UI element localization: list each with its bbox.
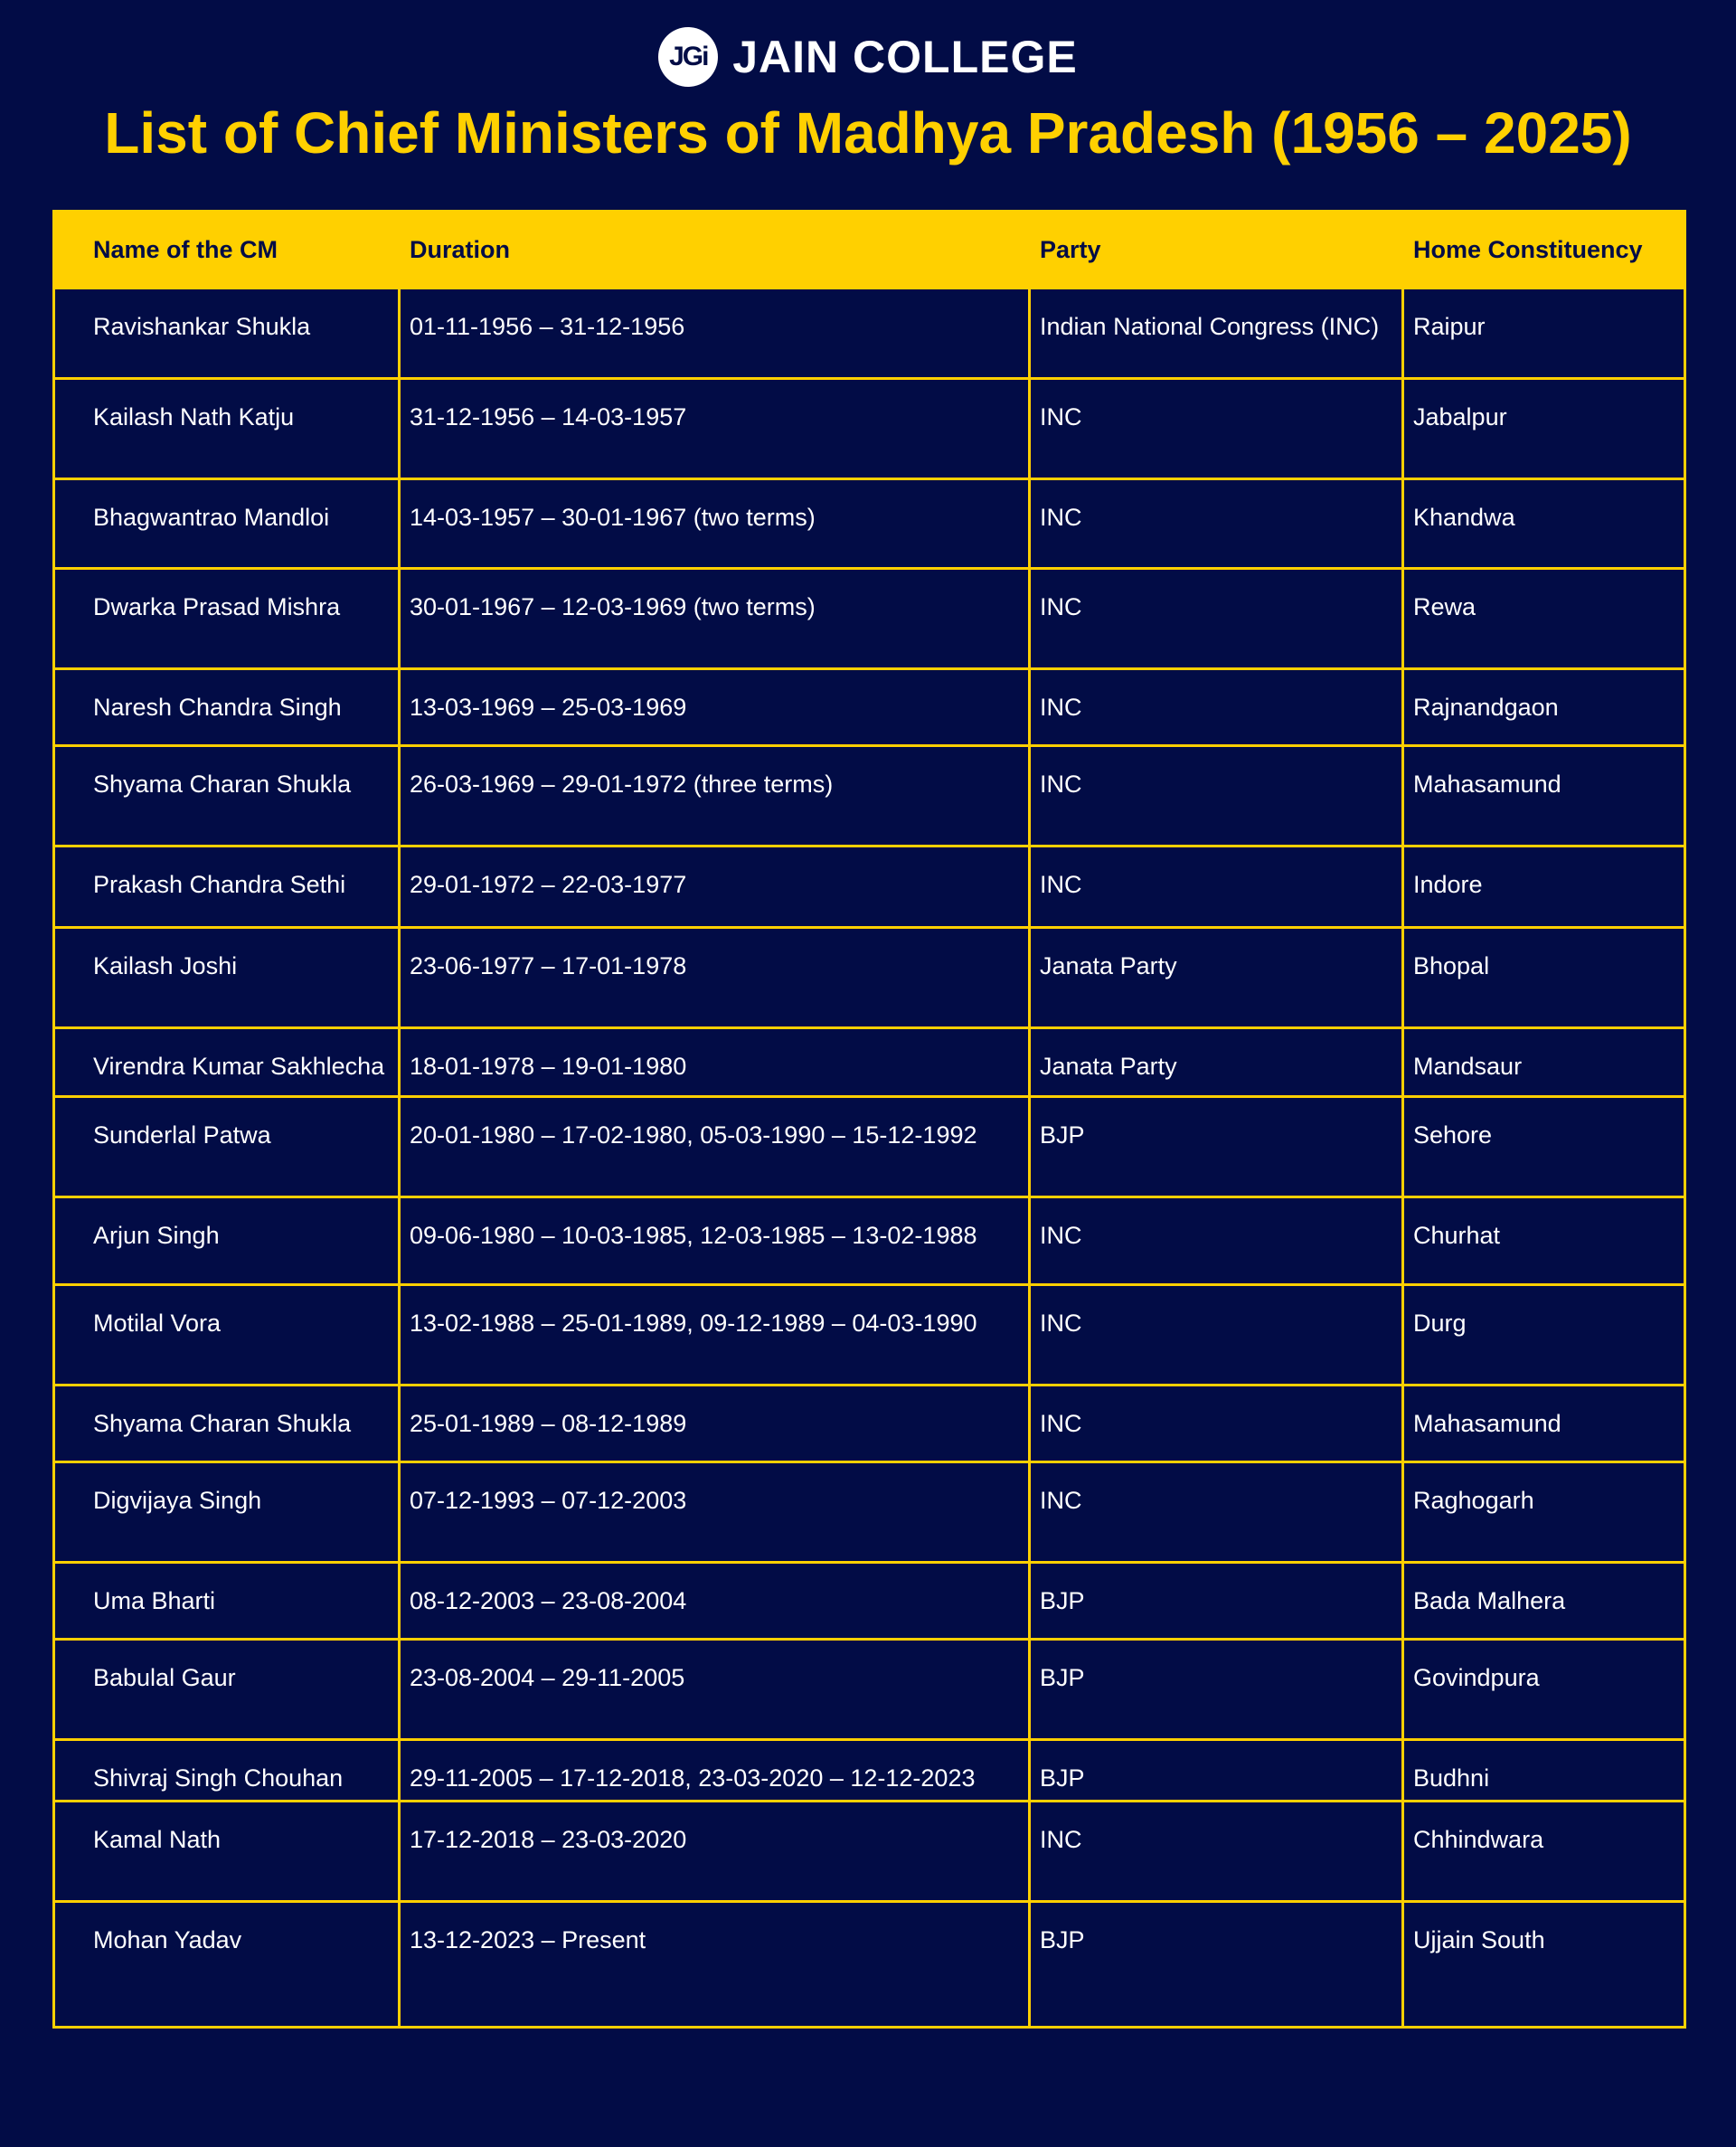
cell-duration: 25-01-1989 – 08-12-1989 (400, 1386, 1030, 1462)
cell-name: Prakash Chandra Sethi (54, 847, 400, 928)
cell-name: Ravishankar Shukla (54, 288, 400, 379)
table-row (54, 1563, 1685, 1640)
cell-party: BJP (1030, 1097, 1403, 1197)
cell-name: Shyama Charan Shukla (54, 1386, 400, 1462)
cell-name: Bhagwantrao Mandloi (54, 479, 400, 569)
cell-name: Kamal Nath (54, 1802, 400, 1902)
cell-name: Shivraj Singh Chouhan (54, 1740, 400, 1802)
cell-constituency: Ujjain South (1403, 1902, 1685, 2028)
cell-name: Digvijaya Singh (54, 1462, 400, 1563)
cell-constituency: Govindpura (1403, 1640, 1685, 1740)
table-row (54, 479, 1685, 569)
cell-duration: 14-03-1957 – 30-01-1967 (two terms) (400, 479, 1030, 569)
table-row (54, 746, 1685, 847)
table-header-row (54, 212, 1685, 288)
cell-duration: 13-12-2023 – Present (400, 1902, 1030, 2028)
cell-party: BJP (1030, 1563, 1403, 1640)
table-row (54, 847, 1685, 928)
cell-duration: 13-02-1988 – 25-01-1989, 09-12-1989 – 04-03-1990 (400, 1285, 1030, 1386)
cell-name: Motilal Vora (54, 1285, 400, 1386)
table-row (54, 288, 1685, 379)
cell-duration: 07-12-1993 – 07-12-2003 (400, 1462, 1030, 1563)
cell-name: Uma Bharti (54, 1563, 400, 1640)
header-party: Party (1030, 212, 1403, 288)
header-name: Name of the CM (54, 212, 400, 288)
cell-constituency: Mahasamund (1403, 746, 1685, 847)
brand-header (0, 27, 1736, 87)
cell-duration: 13-03-1969 – 25-03-1969 (400, 669, 1030, 746)
cell-name: Shyama Charan Shukla (54, 746, 400, 847)
cell-duration: 01-11-1956 – 31-12-1956 (400, 288, 1030, 379)
cell-party: Janata Party (1030, 928, 1403, 1028)
chief-ministers-table (52, 210, 1686, 2029)
cell-name: Naresh Chandra Singh (54, 669, 400, 746)
cell-duration: 09-06-1980 – 10-03-1985, 12-03-1985 – 13-02-1988 (400, 1197, 1030, 1285)
cell-party: INC (1030, 1386, 1403, 1462)
college-logo-icon: JGi (658, 27, 718, 87)
cell-party: BJP (1030, 1740, 1403, 1802)
table-row (54, 928, 1685, 1028)
table-row (54, 1462, 1685, 1563)
table-row (54, 1197, 1685, 1285)
cell-constituency: Khandwa (1403, 479, 1685, 569)
cell-constituency: Jabalpur (1403, 379, 1685, 479)
cell-duration: 31-12-1956 – 14-03-1957 (400, 379, 1030, 479)
table-row (54, 1028, 1685, 1097)
cell-party: Janata Party (1030, 1028, 1403, 1097)
cell-party: INC (1030, 746, 1403, 847)
cell-name: Sunderlal Patwa (54, 1097, 400, 1197)
cell-constituency: Churhat (1403, 1197, 1685, 1285)
cell-name: Babulal Gaur (54, 1640, 400, 1740)
table-row (54, 1285, 1685, 1386)
cell-duration: 29-11-2005 – 17-12-2018, 23-03-2020 – 12-12-2023 (400, 1740, 1030, 1802)
header-duration: Duration (400, 212, 1030, 288)
cell-constituency: Mandsaur (1403, 1028, 1685, 1097)
cell-constituency: Bada Malhera (1403, 1563, 1685, 1640)
cell-duration: 26-03-1969 – 29-01-1972 (three terms) (400, 746, 1030, 847)
cell-constituency: Raipur (1403, 288, 1685, 379)
table-row (54, 1902, 1685, 2028)
cell-constituency: Raghogarh (1403, 1462, 1685, 1563)
cell-party: BJP (1030, 1902, 1403, 2028)
cell-party: INC (1030, 379, 1403, 479)
cell-constituency: Sehore (1403, 1097, 1685, 1197)
cell-duration: 20-01-1980 – 17-02-1980, 05-03-1990 – 15-12-1992 (400, 1097, 1030, 1197)
cell-party: BJP (1030, 1640, 1403, 1740)
cell-party: INC (1030, 669, 1403, 746)
cell-constituency: Rajnandgaon (1403, 669, 1685, 746)
cell-name: Dwarka Prasad Mishra (54, 569, 400, 669)
cell-duration: 29-01-1972 – 22-03-1977 (400, 847, 1030, 928)
cell-party: INC (1030, 569, 1403, 669)
cell-name: Arjun Singh (54, 1197, 400, 1285)
cell-duration: 08-12-2003 – 23-08-2004 (400, 1563, 1030, 1640)
table-row (54, 1097, 1685, 1197)
cell-duration: 18-01-1978 – 19-01-1980 (400, 1028, 1030, 1097)
cell-constituency: Durg (1403, 1285, 1685, 1386)
table-row (54, 1802, 1685, 1902)
cell-name: Mohan Yadav (54, 1902, 400, 2028)
cell-party: INC (1030, 1462, 1403, 1563)
cell-party: INC (1030, 1802, 1403, 1902)
cell-name: Virendra Kumar Sakhlecha (54, 1028, 400, 1097)
table-row (54, 1386, 1685, 1462)
cell-constituency: Chhindwara (1403, 1802, 1685, 1902)
cell-party: INC (1030, 1285, 1403, 1386)
cell-party: INC (1030, 1197, 1403, 1285)
cell-party: INC (1030, 479, 1403, 569)
header-constituency: Home Constituency (1403, 212, 1685, 288)
table-row (54, 379, 1685, 479)
page-title: List of Chief Ministers of Madhya Pradesh (1956 – 2025) (104, 100, 1632, 166)
cell-name: Kailash Nath Katju (54, 379, 400, 479)
table-row (54, 1740, 1685, 1802)
cell-party: INC (1030, 847, 1403, 928)
cell-constituency: Indore (1403, 847, 1685, 928)
table-row (54, 569, 1685, 669)
cell-duration: 17-12-2018 – 23-03-2020 (400, 1802, 1030, 1902)
cell-duration: 23-08-2004 – 29-11-2005 (400, 1640, 1030, 1740)
cell-duration: 30-01-1967 – 12-03-1969 (two terms) (400, 569, 1030, 669)
cell-constituency: Rewa (1403, 569, 1685, 669)
college-name: JAIN COLLEGE (732, 32, 1078, 82)
cell-name: Kailash Joshi (54, 928, 400, 1028)
cell-constituency: Budhni (1403, 1740, 1685, 1802)
cell-constituency: Bhopal (1403, 928, 1685, 1028)
cell-party: Indian National Congress (INC) (1030, 288, 1403, 379)
table-row (54, 669, 1685, 746)
table-row (54, 1640, 1685, 1740)
cell-duration: 23-06-1977 – 17-01-1978 (400, 928, 1030, 1028)
cell-constituency: Mahasamund (1403, 1386, 1685, 1462)
